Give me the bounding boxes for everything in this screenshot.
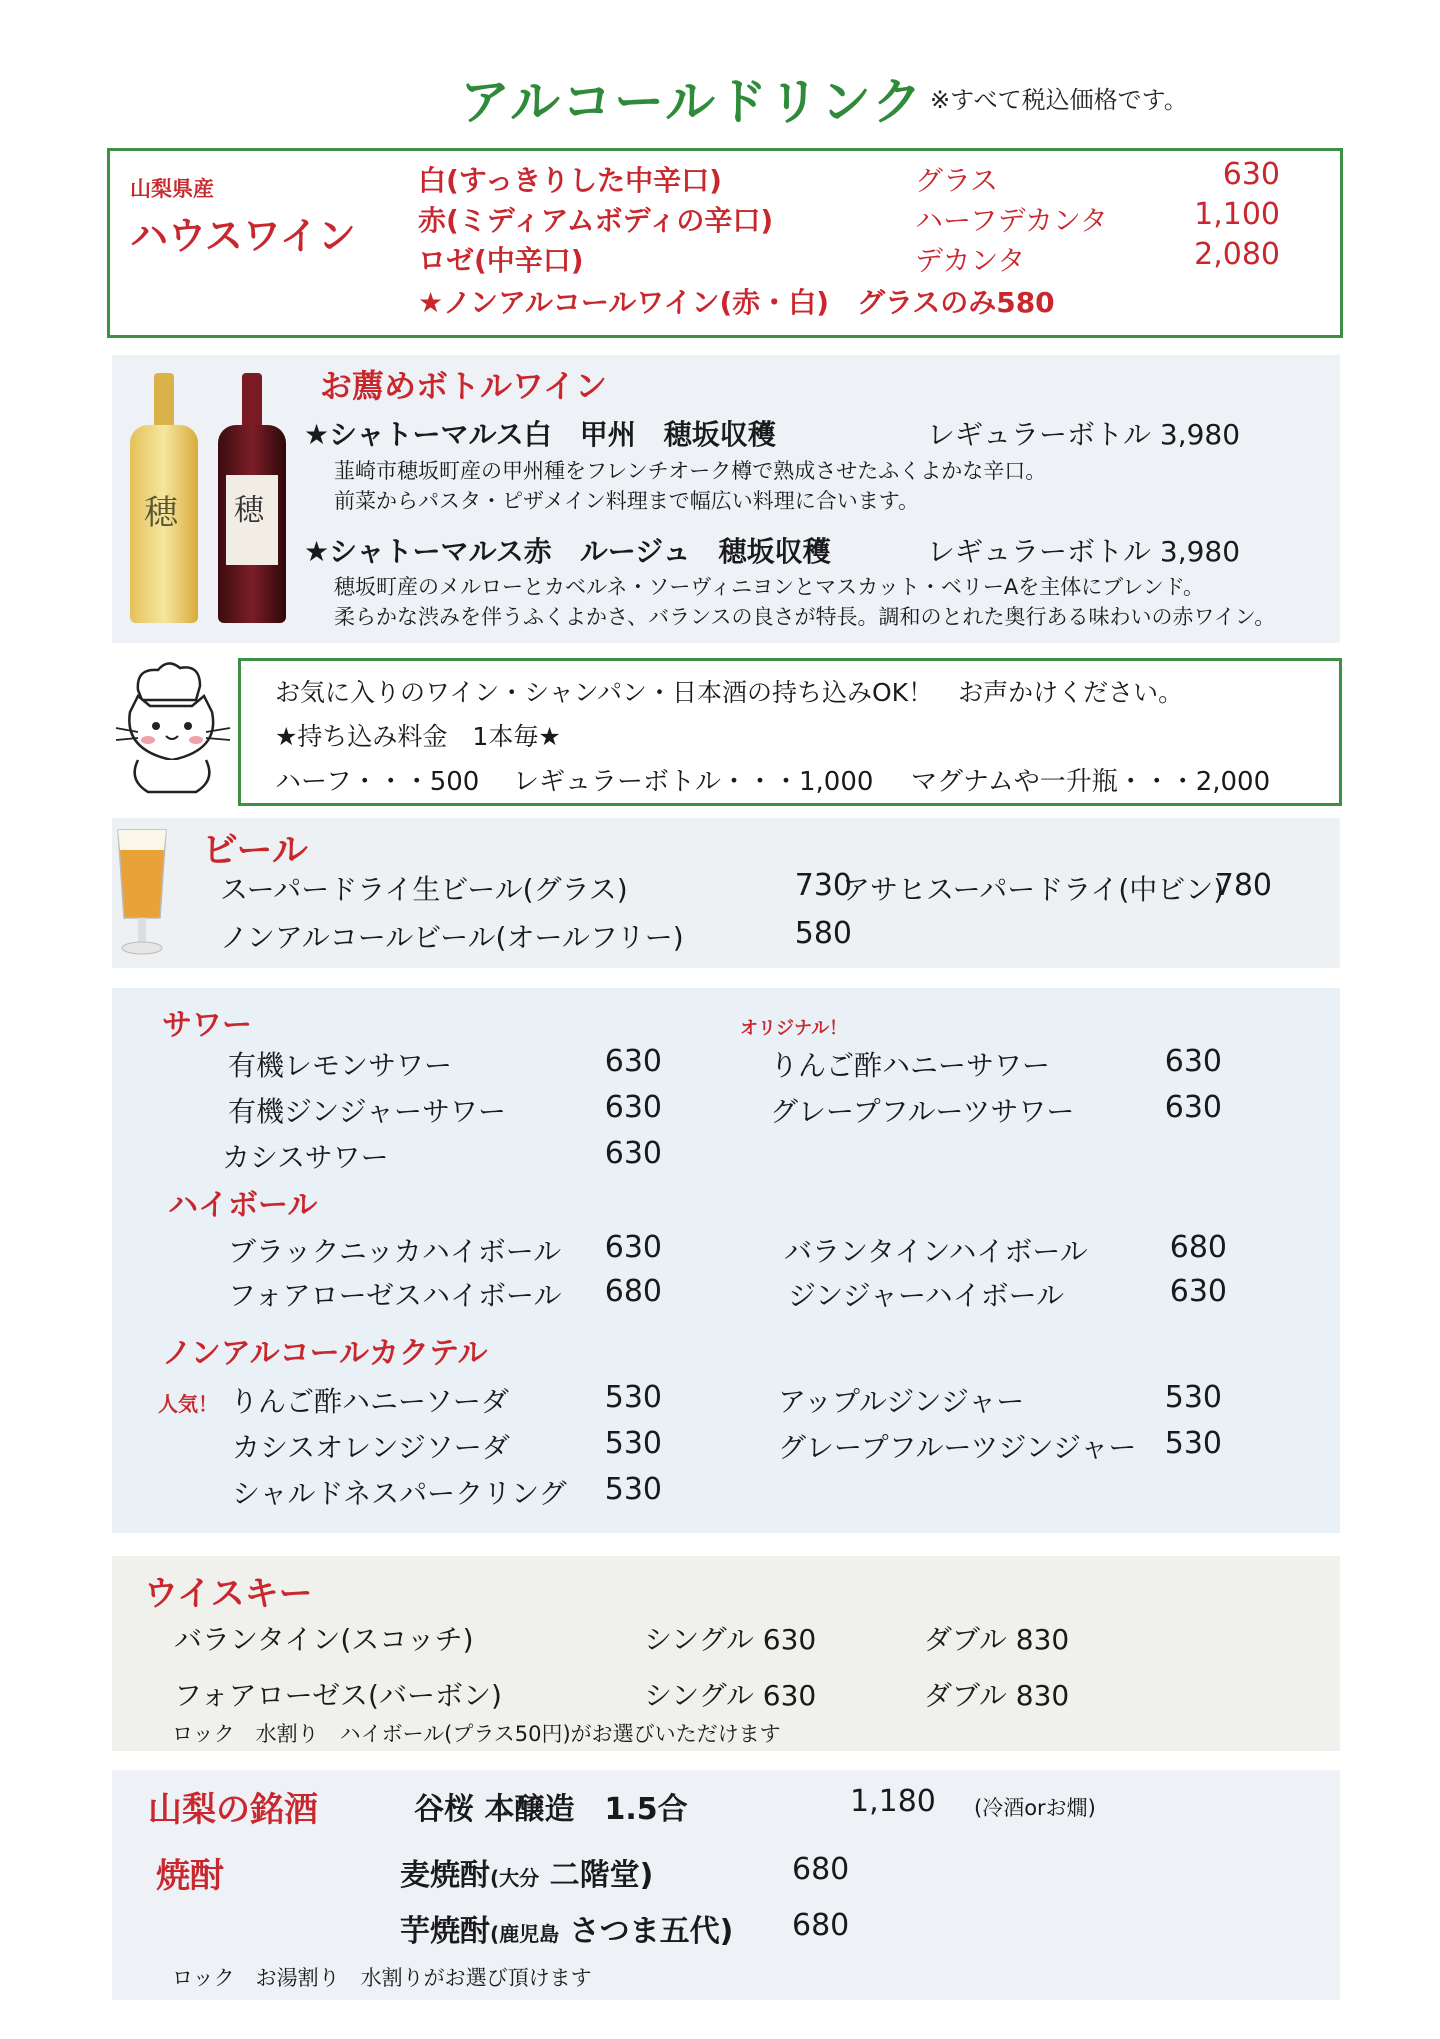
cocktail-apple-honey-soda-price: 530 bbox=[604, 1380, 662, 1415]
whisky-ballantine-double: ダブル 830 bbox=[924, 1623, 1070, 1656]
bottle-wine-1-name: ★シャトーマルス白 甲州 穂坂収穫 bbox=[304, 418, 776, 451]
white-bottle-label: 穂 bbox=[144, 493, 178, 533]
house-wine-type-white: 白(すっきりした中辛口) bbox=[418, 164, 722, 197]
bring-in-fee-half: ハーフ・・・500 bbox=[275, 767, 480, 797]
bottle-wine-panel bbox=[112, 355, 1340, 643]
highball-ginger-name: ジンジャーハイボール bbox=[788, 1279, 1065, 1312]
whisky-heading: ウイスキー bbox=[144, 1574, 313, 1614]
shochu-barley-origin: (大分 bbox=[490, 1866, 540, 1890]
bring-in-fee-magnum: マグナムや一升瓶・・・2,000 bbox=[911, 767, 1271, 797]
beer-draft-price: 730 bbox=[794, 868, 852, 903]
bring-in-line-1: お気に入りのワイン・シャンパン・日本酒の持ち込みOK！ お声かけください。 bbox=[275, 678, 1184, 707]
red-bottle-label bbox=[226, 475, 278, 565]
sake-heading: 山梨の銘酒 bbox=[148, 1790, 318, 1830]
shochu-barley bbox=[400, 1850, 653, 1894]
bring-in-line-2: ★持ち込み料金 1本毎★ bbox=[275, 722, 561, 751]
whisky-panel bbox=[112, 1556, 1340, 1751]
sake-note: (冷酒orお燗) bbox=[974, 1796, 1096, 1820]
size-decanter-price: 2,080 bbox=[1194, 237, 1280, 272]
shochu-potato bbox=[400, 1906, 733, 1950]
shochu-potato-origin: (鹿児島 bbox=[490, 1922, 560, 1946]
house-wine-type-rose: ロゼ(中辛口) bbox=[418, 244, 584, 277]
house-wine-origin: 山梨県産 bbox=[130, 177, 214, 201]
cocktail-apple-ginger-name: アップルジンジャー bbox=[778, 1385, 1025, 1418]
beer-heading: ビール bbox=[202, 830, 308, 871]
cocktail-apple-honey-soda-name: りんご酢ハニーソーダ bbox=[230, 1385, 509, 1418]
cocktail-grapefruit-ginger-price: 530 bbox=[1164, 1426, 1222, 1461]
beer-nonalc-price: 580 bbox=[794, 916, 852, 951]
whisky-four-roses-double: ダブル 830 bbox=[924, 1679, 1070, 1712]
bottle-wine-heading: お薦めボトルワイン bbox=[320, 367, 608, 405]
highball-ballantine-name: バランタインハイボール bbox=[784, 1235, 1088, 1268]
cocktail-panel bbox=[112, 988, 1340, 1533]
cocktail-cassis-orange-name: カシスオレンジソーダ bbox=[232, 1431, 510, 1464]
sake-item: 谷桜 本醸造 1.5合 bbox=[414, 1792, 688, 1827]
shochu-barley-price: 680 bbox=[792, 1852, 850, 1887]
sour-heading: サワー bbox=[162, 1008, 252, 1043]
original-tag: オリジナル！ bbox=[740, 1018, 848, 1039]
red-bottle-neck bbox=[242, 373, 262, 433]
red-wine-bottle bbox=[218, 425, 286, 623]
sour-lemon-name: 有機レモンサワー bbox=[228, 1049, 453, 1082]
sour-grapefruit-price: 630 bbox=[1164, 1090, 1222, 1125]
white-wine-bottle bbox=[130, 425, 198, 623]
highball-four-roses-name: フォアローゼスハイボール bbox=[228, 1279, 562, 1312]
highball-ginger-price: 630 bbox=[1169, 1274, 1227, 1309]
sour-apple-honey-price: 630 bbox=[1164, 1044, 1222, 1079]
bottle-wine-1-desc-2: 前菜からパスタ・ピザメイン料理まで幅広い料理に合います。 bbox=[334, 489, 920, 513]
shochu-potato-name: 芋焼酎 bbox=[400, 1914, 490, 1949]
size-glass-price: 630 bbox=[1222, 157, 1280, 192]
whisky-four-roses-single: シングル 630 bbox=[644, 1679, 817, 1712]
shochu-barley-name: 麦焼酎 bbox=[400, 1858, 490, 1893]
whisky-ballantine-name: バランタイン(スコッチ) bbox=[174, 1623, 474, 1656]
beer-nonalc-name: ノンアルコールビール(オールフリー) bbox=[220, 921, 684, 954]
red-bottle-label-text: 穂 bbox=[234, 493, 264, 528]
cocktail-grapefruit-ginger-name: グレープフルーツジンジャー bbox=[778, 1431, 1137, 1464]
tax-note: ※すべて税込価格です。 bbox=[930, 86, 1188, 114]
non-alcohol-wine: ★ノンアルコールワイン(赤・白) グラスのみ580 bbox=[418, 286, 1055, 319]
house-wine-box bbox=[107, 148, 1343, 338]
sour-apple-honey-name: りんご酢ハニーサワー bbox=[770, 1049, 1051, 1082]
sour-lemon-price: 630 bbox=[604, 1044, 662, 1079]
size-half-decanter-label: ハーフデカンタ bbox=[915, 204, 1108, 237]
highball-black-nikka-price: 630 bbox=[604, 1230, 662, 1265]
beer-bottle-price: 780 bbox=[1214, 868, 1272, 903]
house-wine-type-red: 赤(ミディアムボディの辛口) bbox=[418, 204, 774, 237]
bring-in-fee-regular: レギュラーボトル・・・1,000 bbox=[513, 767, 874, 797]
bottle-wine-1-price: レギュラーボトル 3,980 bbox=[927, 418, 1241, 451]
size-decanter-label: デカンタ bbox=[915, 244, 1026, 277]
bottle-wine-2-price: レギュラーボトル 3,980 bbox=[927, 535, 1241, 568]
shochu-heading: 焼酎 bbox=[156, 1856, 224, 1896]
beer-draft-name: スーパードライ生ビール(グラス) bbox=[220, 873, 628, 906]
sour-ginger-price: 630 bbox=[604, 1090, 662, 1125]
sake-price: 1,180 bbox=[850, 1784, 936, 1819]
cat-chef-icon bbox=[108, 660, 238, 800]
page-title: アルコールドリンク bbox=[460, 73, 924, 131]
bottle-wine-2-name: ★シャトーマルス赤 ルージュ 穂坂収穫 bbox=[304, 535, 831, 568]
size-glass-label: グラス bbox=[915, 164, 999, 197]
cocktail-chardonnay-price: 530 bbox=[604, 1472, 662, 1507]
bottle-wine-2-desc-1: 穂坂町産のメルローとカベルネ・ソーヴィニヨンとマスカット・ベリーAを主体にブレンド。 bbox=[334, 575, 1205, 599]
shochu-barley-brand: 二階堂) bbox=[549, 1858, 654, 1893]
highball-heading: ハイボール bbox=[168, 1188, 318, 1223]
cocktail-apple-ginger-price: 530 bbox=[1164, 1380, 1222, 1415]
beer-bottle-name: アサヒスーパードライ(中ビン) bbox=[842, 873, 1225, 906]
whisky-four-roses-name: フォアローゼス(バーボン) bbox=[174, 1679, 502, 1712]
bottle-wine-2-desc-2: 柔らかな渋みを伴うふくよかさ、バランスの良さが特長。調和のとれた奥行ある味わいの赤ワイン。 bbox=[334, 605, 1276, 629]
bring-in-box bbox=[238, 658, 1342, 806]
sour-grapefruit-name: グレープフルーツサワー bbox=[770, 1095, 1075, 1128]
house-wine-name: ハウスワイン bbox=[130, 214, 356, 258]
shochu-note: ロック お湯割り 水割りがお選び頂けます bbox=[172, 1966, 592, 1990]
beer-glass-icon bbox=[112, 822, 172, 962]
white-bottle-neck bbox=[154, 373, 174, 433]
beer-panel bbox=[112, 818, 1340, 968]
popular-tag: 人気！ bbox=[158, 1392, 218, 1416]
whisky-ballantine-single: シングル 630 bbox=[644, 1623, 817, 1656]
cocktail-chardonnay-name: シャルドネスパークリング bbox=[232, 1477, 567, 1510]
shochu-potato-price: 680 bbox=[792, 1908, 850, 1943]
whisky-note: ロック 水割り ハイボール(プラス50円)がお選びいただけます bbox=[172, 1722, 781, 1746]
shochu-potato-brand: さつま五代) bbox=[569, 1914, 734, 1949]
nonalc-cocktail-heading: ノンアルコールカクテル bbox=[162, 1336, 488, 1371]
sour-ginger-name: 有機ジンジャーサワー bbox=[228, 1095, 507, 1128]
bottle-wine-1-desc-1: 韮崎市穂坂町産の甲州種をフレンチオーク樽で熟成させたふくよかな辛口。 bbox=[334, 459, 1047, 483]
size-half-decanter-price: 1,100 bbox=[1194, 197, 1280, 232]
highball-black-nikka-name: ブラックニッカハイボール bbox=[228, 1235, 562, 1268]
sour-cassis-name: カシスサワー bbox=[222, 1141, 389, 1174]
highball-four-roses-price: 680 bbox=[604, 1274, 662, 1309]
cocktail-cassis-orange-price: 530 bbox=[604, 1426, 662, 1461]
sake-shochu-panel bbox=[112, 1770, 1340, 2000]
highball-ballantine-price: 680 bbox=[1169, 1230, 1227, 1265]
sour-cassis-price: 630 bbox=[604, 1136, 662, 1171]
